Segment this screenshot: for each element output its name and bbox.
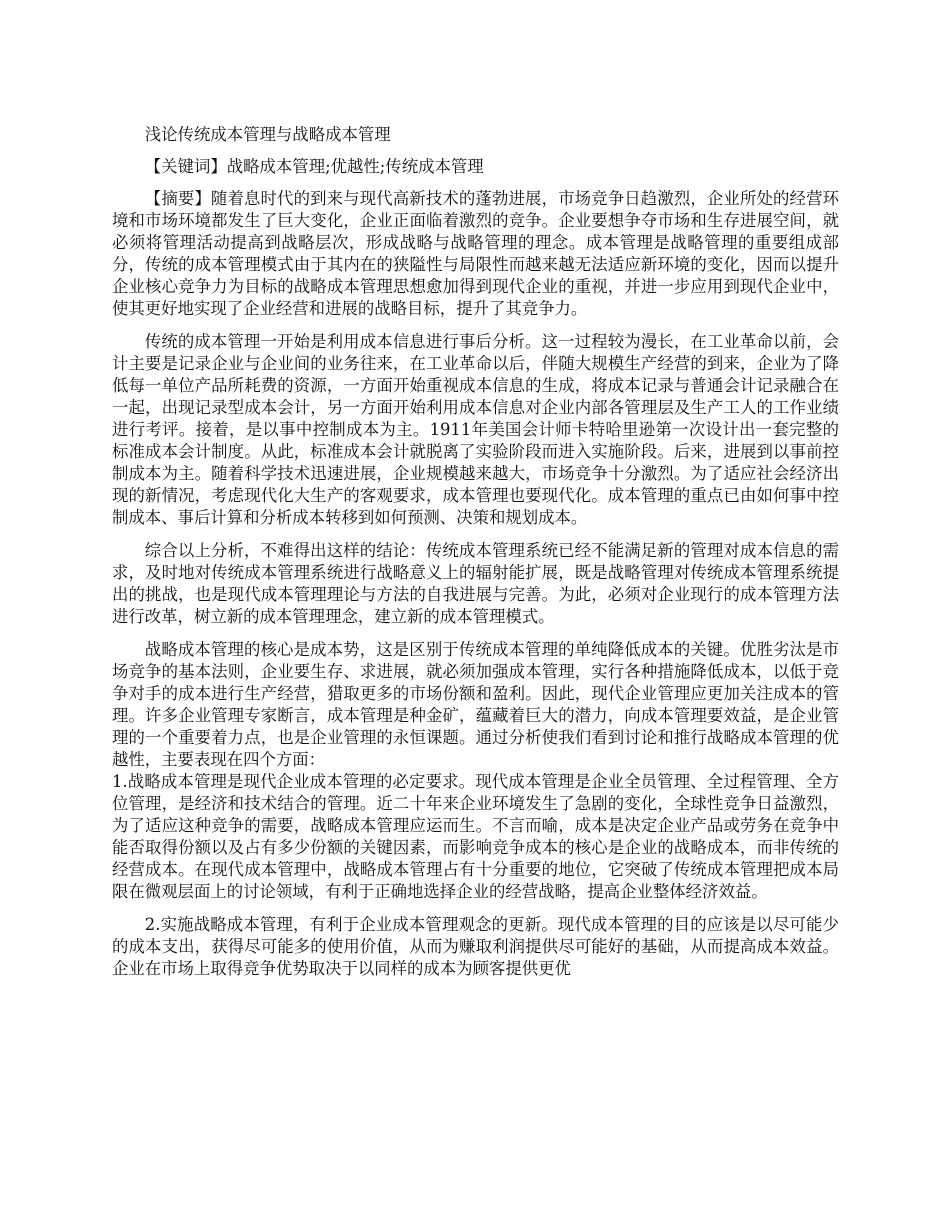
body-paragraph-point-1: 1.战略成本管理是现代企业成本管理的必定要求。现代成本管理是企业全员管理、全过程管理、全方位管理，是经济和技术结合的管理。近二十年来企业环境发生了急剧的变化，全球性竞争日益激烈，为了适应这种竞争的需要，战略成本管理应运而生。不言而喻，成本是决定企业产品或劳务在竞争中能否取得份额以及占有多少份额的关键因素，而影响竞争成本的核心是企业的战略成本，而非传统的经营成本。在现代成本管理中，战略成本管理占有十分重要的地位，它突破了传统成本管理把成本局限在微观层面上的讨论领域，有利于正确地选择企业的经营战略，提高企业整体经济效益。 xyxy=(112,772,839,901)
body-paragraph-core: 战略成本管理的核心是成本势，这是区别于传统成本管理的单纯降低成本的关键。优胜劣汰是市场竞争的基本法则，企业要生存、求进展，就必须加强成本管理，实行各种措施降低成本，以低于竞争对手的成本进行生产经营，猎取更多的市场份额和盈利。因此，现代企业管理应更加关注成本的管理。许多企业管理专家断言，成本管理是种金矿，蕴藏着巨大的潜力，向成本管理要效益，是企业管理的一个重要着力点，也是企业管理的永恒课题。通过分析使我们看到讨论和推行战略成本管理的优越性，主要表现在四个方面： xyxy=(112,640,839,769)
document-title: 浅论传统成本管理与战略成本管理 xyxy=(144,125,391,144)
body-paragraph-history: 传统的成本管理一开始是利用成本信息进行事后分析。这一过程较为漫长，在工业革命以前，会计主要是记录企业与企业间的业务往来，在工业革命以后，伴随大规模生产经营的到来，企业为了降低每一单位产品所耗费的资源，一方面开始重视成本信息的生成，将成本记录与普通会计记录融合在一起，出现记录型成本会计，另一方面开始利用成本信息对企业内部各管理层及生产工人的工作业绩进行考评。接着，是以事中控制成本为主。1911年美国会计师卡特哈里逊第一次设计出一套完整的标准成本会计制度。从此，标准成本会计就脱离了实验阶段而进入实施阶段。后来，进展到以事前控制成本为主。随着科学技术迅速进展，企业规模越来越大，市场竞争十分激烈。为了适应社会经济出现的新情况，考虑现代化大生产的客观要求，成本管理也要现代化。成本管理的重点已由如何事中控制成本、事后计算和分析成本转移到如何预测、决策和规划成本。 xyxy=(112,332,839,527)
body-paragraph-point-2: 2.实施战略成本管理，有利于企业成本管理观念的更新。现代成本管理的目的应该是以尽可能少的成本支出，获得尽可能多的使用价值，从而为赚取利润提供尽可能好的基础，从而提高成本效益。企业在市场上取得竞争优势取决于以同样的成本为顾客提供更优 xyxy=(112,915,839,978)
keywords-line: 【关键词】战略成本管理;优越性;传统成本管理 xyxy=(144,157,484,176)
document-page xyxy=(112,124,839,991)
abstract-paragraph: 【摘要】随着息时代的到来与现代高新技术的蓬勃进展，市场竞争日趋激烈，企业所处的经营环境和市场环境都发生了巨大变化，企业正面临着激烈的竞争。企业要想争夺市场和生存进展空间，就必须将管理活动提高到战略层次，形成战略与战略管理的理念。成本管理是战略管理的重要组成部分，传统的成本管理模式由于其内在的狭隘性与局限性而越来越无法适应新环境的变化，因而以提升企业核心竞争力为目标的战略成本管理思想愈加得到现代企业的重视，并进一步应用到现代企业中，使其更好地实现了企业经营和进展的战略目标，提升了其竞争力。 xyxy=(112,189,839,318)
body-paragraph-conclusion: 综合以上分析，不难得出这样的结论：传统成本管理系统已经不能满足新的管理对成本信息的需求，及时地对传统成本管理系统进行战略意义上的辐射能扩展，既是战略管理对传统成本管理系统提出的挑战，也是现代成本管理理论与方法的自我进展与完善。为此，必须对企业现行的成本管理方法进行改革，树立新的成本管理理念，建立新的成本管理模式。 xyxy=(112,541,839,626)
